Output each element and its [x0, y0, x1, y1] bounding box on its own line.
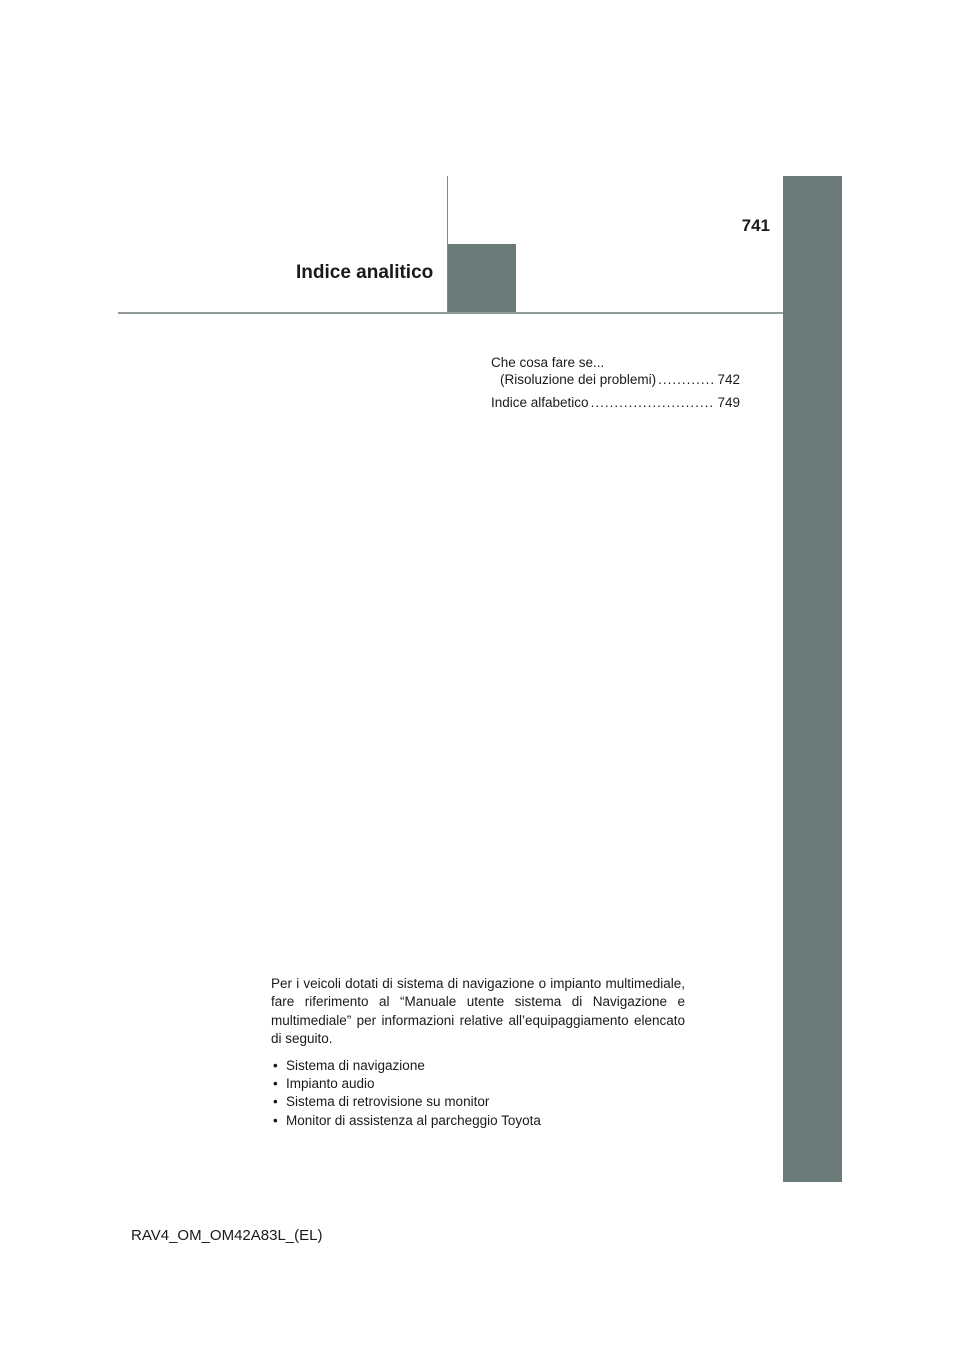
toc-page-number: 749: [717, 395, 740, 410]
multimedia-note: [271, 975, 685, 1130]
page-number: 741: [741, 216, 770, 235]
header-horizontal-rule: [118, 312, 783, 314]
toc-entry-troubleshooting[interactable]: [491, 354, 740, 388]
toc-entry-subtitle: (Risoluzione dei problemi): [500, 372, 657, 387]
chapter-side-tab: [783, 176, 842, 1182]
manual-code: RAV4_OM_OM42A83L_(EL): [131, 1227, 323, 1244]
list-item: • Sistema di retrovisione su monitor: [271, 1093, 685, 1111]
toc-page-number: 742: [717, 372, 740, 387]
toc-entry-title: Che cosa fare se...: [491, 355, 605, 370]
list-item: • Sistema di navigazione: [271, 1057, 685, 1075]
header-gray-block: [448, 244, 516, 313]
toc-leader-dots: [658, 371, 715, 388]
note-paragraph: Per i veicoli dotati di sistema di navigazione o impianto multimediale, fare riferimento al “Manuale utente sistema di Navigazione e multimediale” per informazioni relative all’equipaggiamento elencato di seguito.: [271, 976, 685, 1047]
toc-leader-dots: [591, 394, 716, 411]
toc-entry-alphabetical-index[interactable]: [491, 394, 740, 411]
list-item: • Impianto audio: [271, 1075, 685, 1093]
table-of-contents: [491, 354, 740, 417]
list-item: • Monitor di assistenza al parcheggio Toyota: [271, 1112, 685, 1130]
section-title: Indice analitico: [296, 262, 434, 283]
toc-entry-title: Indice alfabetico: [491, 395, 589, 410]
equipment-list: [271, 1057, 685, 1131]
